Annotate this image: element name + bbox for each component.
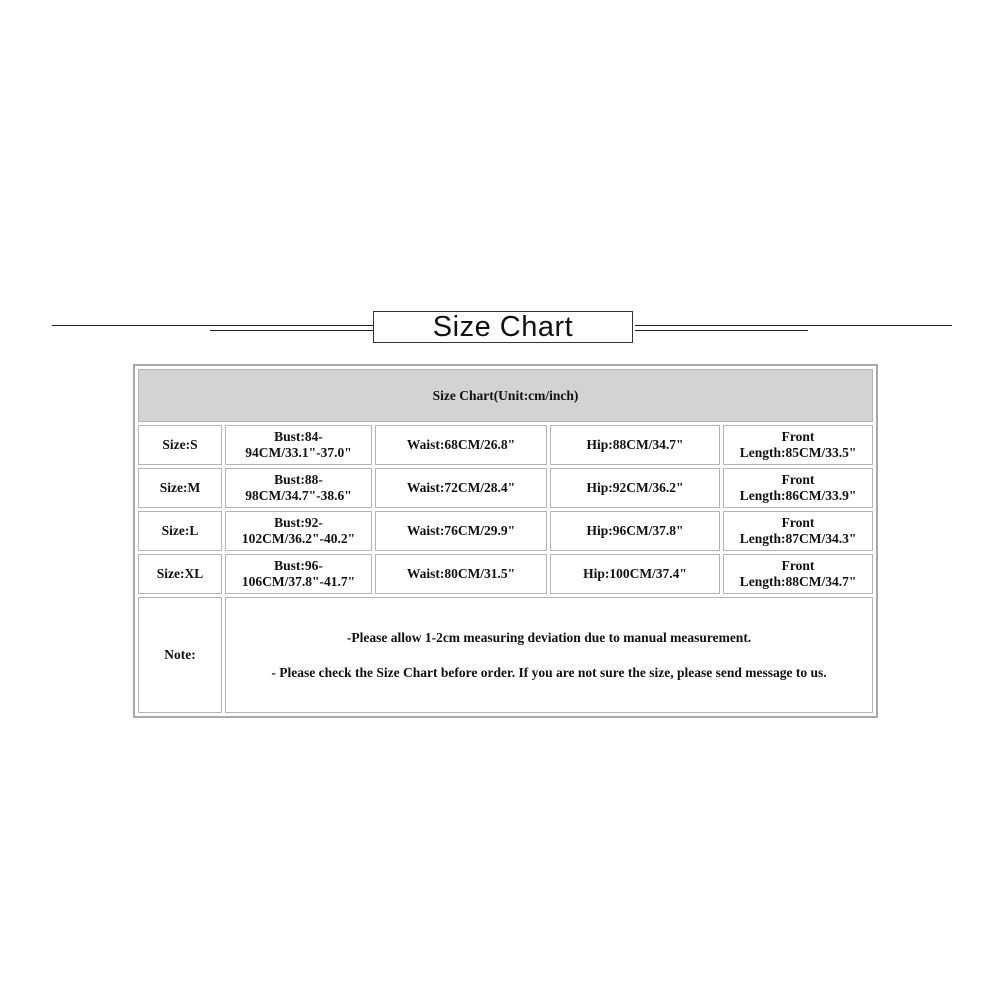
header-rule-left-long xyxy=(52,325,374,326)
hip-cell: Hip:92CM/36.2" xyxy=(550,468,720,508)
header-rule-left-short xyxy=(210,330,374,331)
length-cell: Front Length:88CM/34.7" xyxy=(723,554,873,594)
table-row xyxy=(138,425,873,465)
title-box xyxy=(373,311,633,343)
table-heading-row xyxy=(138,369,873,422)
note-line-2: - Please check the Size Chart before order. If you are not sure the size, please send message to us. xyxy=(271,664,827,680)
note-row xyxy=(138,597,873,713)
length-cell: Front Length:86CM/33.9" xyxy=(723,468,873,508)
header-rule-right-long xyxy=(635,325,952,326)
note-line-1: -Please allow 1-2cm measuring deviation due to manual measurement. xyxy=(346,629,752,645)
waist-cell: Waist:76CM/29.9" xyxy=(375,511,547,551)
table-row xyxy=(138,511,873,551)
bust-cell: Bust:92-102CM/36.2"-40.2" xyxy=(225,511,372,551)
note-label: Note: xyxy=(138,597,222,713)
length-cell: Front Length:87CM/34.3" xyxy=(723,511,873,551)
bust-cell: Bust:96-106CM/37.8"-41.7" xyxy=(225,554,372,594)
page-title: Size Chart xyxy=(432,310,574,343)
hip-cell: Hip:96CM/37.8" xyxy=(550,511,720,551)
table-row xyxy=(138,554,873,594)
size-cell: Size:XL xyxy=(138,554,222,594)
bust-cell: Bust:88-98CM/34.7"-38.6" xyxy=(225,468,372,508)
table-row xyxy=(138,468,873,508)
header-rule-right-short xyxy=(635,330,808,331)
bust-cell: Bust:84-94CM/33.1"-37.0" xyxy=(225,425,372,465)
waist-cell: Waist:68CM/26.8" xyxy=(375,425,547,465)
size-chart-table xyxy=(133,364,878,718)
waist-cell: Waist:72CM/28.4" xyxy=(375,468,547,508)
hip-cell: Hip:100CM/37.4" xyxy=(550,554,720,594)
size-cell: Size:M xyxy=(138,468,222,508)
length-cell: Front Length:85CM/33.5" xyxy=(723,425,873,465)
size-cell: Size:L xyxy=(138,511,222,551)
table-heading: Size Chart(Unit:cm/inch) xyxy=(138,369,873,422)
note-content xyxy=(225,597,873,713)
hip-cell: Hip:88CM/34.7" xyxy=(550,425,720,465)
size-cell: Size:S xyxy=(138,425,222,465)
waist-cell: Waist:80CM/31.5" xyxy=(375,554,547,594)
